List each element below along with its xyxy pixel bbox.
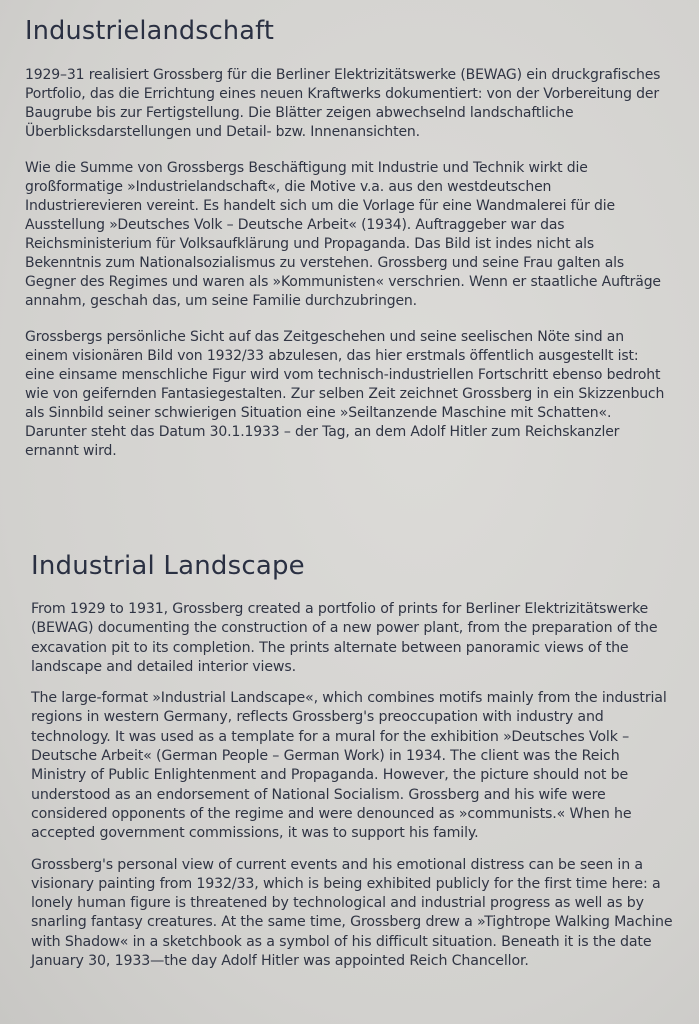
german-paragraph-2: Wie die Summe von Grossbergs Beschäftigung mit Industrie und Technik wirkt die großformatige »Industrielandschaft«, die Motive v.a. aus den westdeutschen Industrierevieren vereint. Es handelt sich um die Vorlage für eine Wandmalerei für die Ausstellung »Deutsches Volk – Deutsche Arbeit« (1934). Auftraggeber war das Reichsministerium für Volksaufklärung und Propaganda. Das Bild ist indes nicht als Bekenntnis zum Nationalsozialismus zu verstehen. Grossberg und seine Frau galten als Gegner des Regimes und waren als »Kommunisten« verschrien. Wenn er staatliche Aufträge annahm, geschah das, um seine Familie durchzubringen. xyxy=(25,160,661,309)
english-paragraph-3: Grossberg's personal view of current events and his emotional distress can be seen in a visionary painting from 1932/33, which is being exhibited publicly for the first time here: a lonely human figure is threatened by technological and industrial progress as well as by snarling fantasy creatures. At the same time, Grossberg drew a »Tightrope Walking Machine with Shadow« in a sketchbook as a symbol of his difficult situation. Beneath it is the date January 30, 1933—the day Adolf Hitler was appointed Reich Chancellor. xyxy=(31,856,673,970)
english-paragraph-1: From 1929 to 1931, Grossberg created a portfolio of prints for Berliner Elektrizitätswerke (BEWAG) documenting the construction of a new power plant, from the preparation of the excavation pit to its completion. The prints alternate between panoramic views of the landscape and detailed interior views. xyxy=(31,601,658,675)
german-paragraph-3: Grossbergs persönliche Sicht auf das Zeitgeschehen und seine seelischen Nöte sind an einem visionären Bild von 1932/33 abzulesen, das hier erstmals öffentlich ausgestellt ist: eine einsame menschliche Figur wird vom technisch-industriellen Fortschritt ebenso bedroht wie von geifernden Fantasiegestalten. Zur selben Zeit zeichnet Grossberg in ein Skizzenbuch als Sinnbild seiner schwierigen Situation eine »Seiltanzende Maschine mit Schatten«. Darunter steht das Datum 30.1.1933 – der Tag, an dem Adolf Hitler zum Reichskanzler ernannt wird. xyxy=(25,329,665,459)
german-body xyxy=(25,66,669,461)
english-paragraph-2: The large-format »Industrial Landscape«, which combines motifs mainly from the industrial regions in western Germany, reflects Grossberg's preoccupation with industry and technology. It was used as a template for a mural for the exhibition »Deutsches Volk – Deutsche Arbeit« (German People – German Work) in 1934. The client was the Reich Ministry of Public Enlightenment and Propaganda. However, the picture should not be understood as an endorsement of National Socialism. Grossberg and his wife were considered opponents of the regime and were denounced as »communists.« When he accepted government commissions, it was to support his family. xyxy=(31,690,667,842)
english-body xyxy=(31,600,679,971)
german-section xyxy=(25,10,669,478)
english-section xyxy=(31,551,679,983)
german-paragraph-1: 1929–31 realisiert Grossberg für die Berliner Elektrizitätswerke (BEWAG) ein druckgrafisches Portfolio, das die Errichtung eines neuen Kraftwerks dokumentiert: von der Vorbereitung der Baugrube bis zur Fertigstellung. Die Blätter zeigen abwechselnd landschaftliche Überblicksdarstellungen und Detail- bzw. Innenansichten. xyxy=(25,67,661,140)
english-title: Industrial Landscape xyxy=(31,551,305,581)
german-title: Industrielandschaft xyxy=(25,16,275,46)
